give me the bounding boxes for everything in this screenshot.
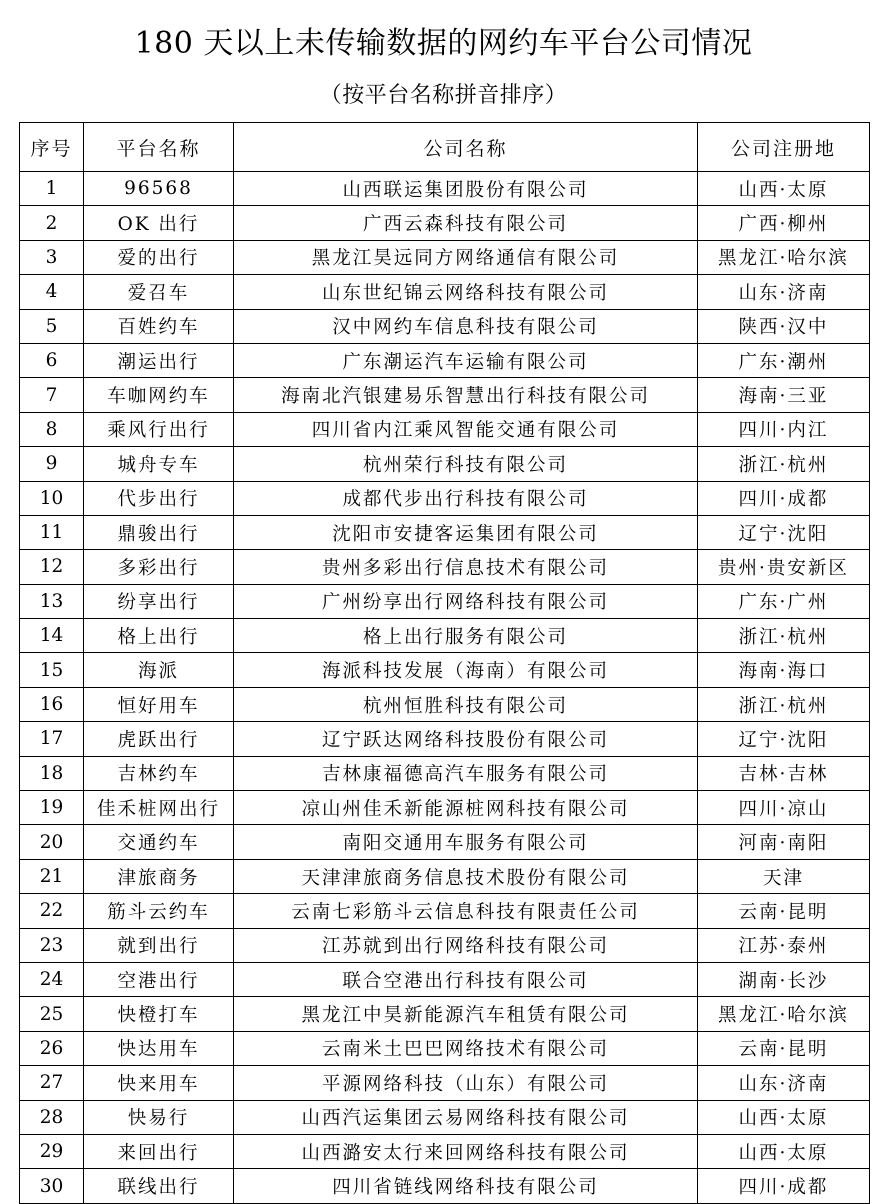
company-name: 天津津旅商务信息技术股份有限公司 [234,859,698,893]
table-row [20,1134,870,1168]
registered-place: 浙江·杭州 [698,619,870,653]
company-name: 凉山州佳禾新能源桩网科技有限公司 [234,791,698,825]
platform-name: 爱召车 [84,275,234,309]
row-index: 13 [20,584,84,618]
platform-name: 百姓约车 [84,309,234,343]
platform-name: 就到出行 [84,928,234,962]
platform-table [19,122,870,1204]
platform-name: 恒好用车 [84,687,234,721]
row-index: 21 [20,859,84,893]
platform-name: 快易行 [84,1100,234,1134]
company-name: 成都代步出行科技有限公司 [234,481,698,515]
table-row [20,928,870,962]
row-index: 19 [20,791,84,825]
table-row [20,584,870,618]
row-index: 17 [20,722,84,756]
table-row [20,378,870,412]
platform-name: 空港出行 [84,962,234,996]
registered-place: 云南·昆明 [698,1031,870,1065]
row-index: 1 [20,172,84,206]
row-index: 10 [20,481,84,515]
row-index: 5 [20,309,84,343]
platform-name: 城舟专车 [84,447,234,481]
header-company-name: 公司名称 [234,123,698,172]
registered-place: 四川·凉山 [698,791,870,825]
company-name: 贵州多彩出行信息技术有限公司 [234,550,698,584]
platform-name: 吉林约车 [84,756,234,790]
row-index: 8 [20,412,84,446]
row-index: 11 [20,515,84,549]
registered-place: 四川·内江 [698,412,870,446]
platform-name: 快来用车 [84,1066,234,1100]
row-index: 6 [20,343,84,377]
platform-name: 快橙打车 [84,997,234,1031]
registered-place: 贵州·贵安新区 [698,550,870,584]
platform-name: 乘风行出行 [84,412,234,446]
registered-place: 广东·潮州 [698,343,870,377]
table-row [20,619,870,653]
registered-place: 山东·济南 [698,1066,870,1100]
registered-place: 天津 [698,859,870,893]
table-row [20,722,870,756]
row-index: 3 [20,240,84,274]
registered-place: 辽宁·沈阳 [698,515,870,549]
registered-place: 江苏·泰州 [698,928,870,962]
row-index: 23 [20,928,84,962]
table-row [20,859,870,893]
registered-place: 黑龙江·哈尔滨 [698,240,870,274]
registered-place: 四川·成都 [698,481,870,515]
platform-name: 交通约车 [84,825,234,859]
row-index: 20 [20,825,84,859]
registered-place: 辽宁·沈阳 [698,722,870,756]
row-index: 29 [20,1134,84,1168]
table-row [20,653,870,687]
company-name: 广西云森科技有限公司 [234,206,698,240]
platform-name: 海派 [84,653,234,687]
company-name: 海南北汽银建易乐智慧出行科技有限公司 [234,378,698,412]
company-name: 云南米土巴巴网络技术有限公司 [234,1031,698,1065]
platform-name: 联线出行 [84,1169,234,1203]
registered-place: 四川·成都 [698,1169,870,1203]
platform-name: 津旅商务 [84,859,234,893]
row-index: 9 [20,447,84,481]
row-index: 2 [20,206,84,240]
company-name: 江苏就到出行网络科技有限公司 [234,928,698,962]
company-name: 汉中网约车信息科技有限公司 [234,309,698,343]
row-index: 12 [20,550,84,584]
registered-place: 河南·南阳 [698,825,870,859]
registered-place: 广西·柳州 [698,206,870,240]
row-index: 30 [20,1169,84,1203]
row-index: 27 [20,1066,84,1100]
platform-name: 虎跃出行 [84,722,234,756]
registered-place: 陕西·汉中 [698,309,870,343]
platform-name: 来回出行 [84,1134,234,1168]
company-name: 吉林康福德高汽车服务有限公司 [234,756,698,790]
row-index: 22 [20,894,84,928]
registered-place: 山西·太原 [698,1134,870,1168]
company-name: 广州纷享出行网络科技有限公司 [234,584,698,618]
table-row [20,275,870,309]
row-index: 25 [20,997,84,1031]
table-row [20,206,870,240]
table-row [20,825,870,859]
row-index: 14 [20,619,84,653]
table-row [20,309,870,343]
platform-name: 爱的出行 [84,240,234,274]
platform-name: 筋斗云约车 [84,894,234,928]
registered-place: 浙江·杭州 [698,447,870,481]
table-row [20,550,870,584]
registered-place: 山东·济南 [698,275,870,309]
table-row [20,1066,870,1100]
row-index: 18 [20,756,84,790]
company-name: 沈阳市安捷客运集团有限公司 [234,515,698,549]
company-name: 山东世纪锦云网络科技有限公司 [234,275,698,309]
table-row [20,412,870,446]
registered-place: 海南·海口 [698,653,870,687]
table-row [20,1100,870,1134]
table-body [20,172,870,1204]
company-name: 黑龙江中昊新能源汽车租赁有限公司 [234,997,698,1031]
registered-place: 山西·太原 [698,1100,870,1134]
company-name: 联合空港出行科技有限公司 [234,962,698,996]
company-name: 杭州恒胜科技有限公司 [234,687,698,721]
registered-place: 浙江·杭州 [698,687,870,721]
company-name: 辽宁跃达网络科技股份有限公司 [234,722,698,756]
registered-place: 黑龙江·哈尔滨 [698,997,870,1031]
row-index: 28 [20,1100,84,1134]
document-subtitle: （按平台名称拼音排序） [319,83,568,108]
table-header-row [20,123,870,172]
company-name: 山西联运集团股份有限公司 [234,172,698,206]
row-index: 24 [20,962,84,996]
platform-name: 多彩出行 [84,550,234,584]
table-row [20,997,870,1031]
registered-place: 广东·广州 [698,584,870,618]
table-row [20,481,870,515]
table-row [20,791,870,825]
platform-name: 鼎骏出行 [84,515,234,549]
header-platform-name: 平台名称 [84,123,234,172]
header-registered-place: 公司注册地 [698,123,870,172]
registered-place: 山西·太原 [698,172,870,206]
table-row [20,240,870,274]
platform-name: OK 出行 [84,206,234,240]
document-title: 180 天以上未传输数据的网约车平台公司情况 [134,26,753,61]
platform-name: 潮运出行 [84,343,234,377]
table-row [20,687,870,721]
company-name: 格上出行服务有限公司 [234,619,698,653]
table-row [20,172,870,206]
company-name: 山西汽运集团云易网络科技有限公司 [234,1100,698,1134]
registered-place: 吉林·吉林 [698,756,870,790]
company-name: 黑龙江昊远同方网络通信有限公司 [234,240,698,274]
table-row [20,447,870,481]
company-name: 南阳交通用车服务有限公司 [234,825,698,859]
header-index: 序号 [20,123,84,172]
platform-name: 纷享出行 [84,584,234,618]
platform-name: 格上出行 [84,619,234,653]
company-name: 杭州荣行科技有限公司 [234,447,698,481]
company-name: 四川省链线网络科技有限公司 [234,1169,698,1203]
table-row [20,1169,870,1203]
platform-name: 96568 [84,172,234,206]
table-row [20,1031,870,1065]
company-name: 海派科技发展（海南）有限公司 [234,653,698,687]
row-index: 26 [20,1031,84,1065]
company-name: 云南七彩筋斗云信息科技有限责任公司 [234,894,698,928]
registered-place: 湖南·长沙 [698,962,870,996]
company-name: 广东潮运汽车运输有限公司 [234,343,698,377]
row-index: 4 [20,275,84,309]
table-row [20,343,870,377]
table-row [20,894,870,928]
row-index: 16 [20,687,84,721]
table-row [20,515,870,549]
platform-name: 代步出行 [84,481,234,515]
row-index: 7 [20,378,84,412]
table-row [20,962,870,996]
company-name: 山西潞安太行来回网络科技有限公司 [234,1134,698,1168]
table-row [20,756,870,790]
platform-name: 佳禾桩网出行 [84,791,234,825]
company-name: 四川省内江乘风智能交通有限公司 [234,412,698,446]
platform-name: 车咖网约车 [84,378,234,412]
row-index: 15 [20,653,84,687]
company-name: 平源网络科技（山东）有限公司 [234,1066,698,1100]
platform-name: 快达用车 [84,1031,234,1065]
registered-place: 云南·昆明 [698,894,870,928]
registered-place: 海南·三亚 [698,378,870,412]
